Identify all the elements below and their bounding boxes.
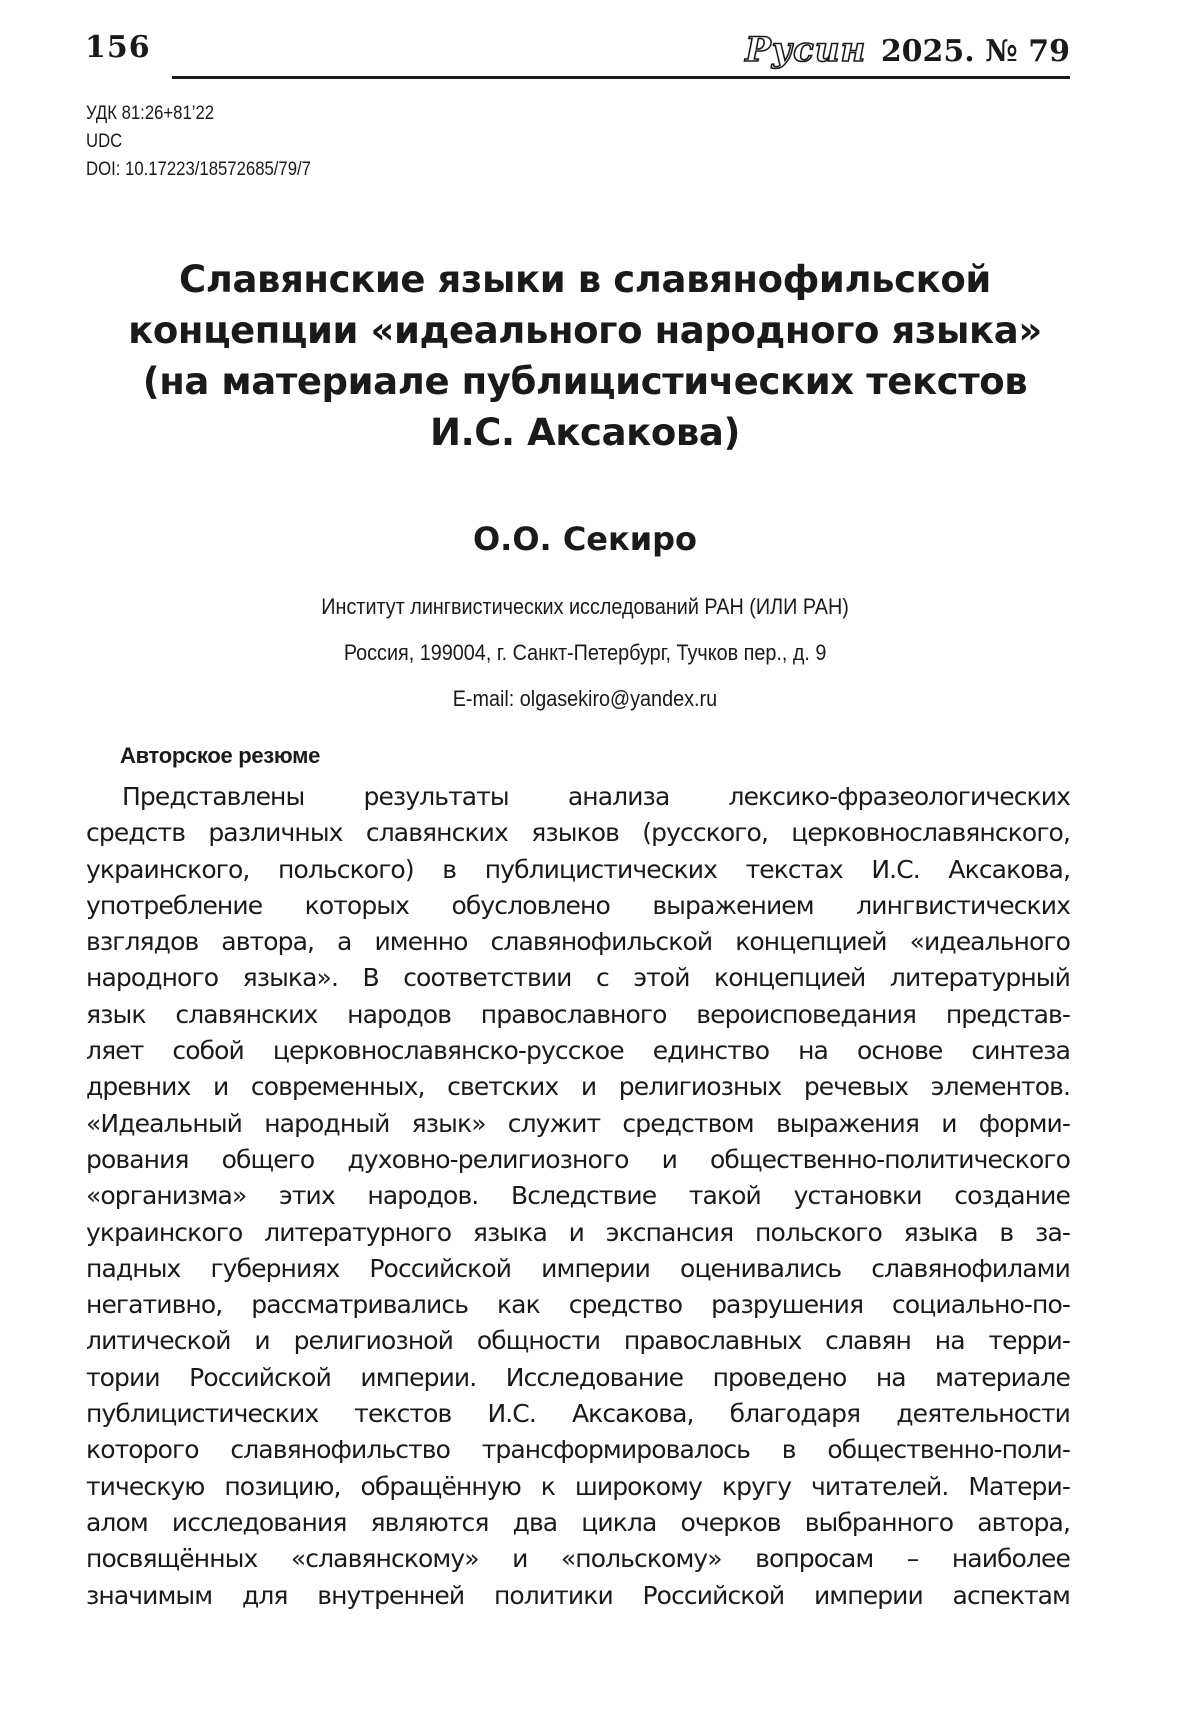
abstract-line: рования общего духовно-религиозного и общественно-политического — [86, 1144, 1070, 1174]
abstract-line: посвящённых «славянскому» и «польскому» вопросам – наиболее — [86, 1544, 1070, 1574]
abstract-line: взглядов автора, а именно славянофильской концепцией «идеального — [86, 927, 1070, 957]
affiliation-email: E-mail: olgasekiro@yandex.ru — [452, 686, 718, 711]
abstract-heading: Авторское резюме — [120, 743, 321, 768]
title-line: концепции «идеального народного языка» — [128, 309, 1042, 352]
affiliation-institute: Институт лингвистических исследований РАН (ИЛИ РАН) — [321, 594, 849, 619]
abstract-line: ляет собой церковнославянско-русское единство на основе синтеза — [86, 1036, 1070, 1066]
abstract-line: падных губерниях Российской империи оценивались славянофилами — [86, 1253, 1070, 1283]
journal-issue: 2025. № 79 — [880, 34, 1070, 69]
title-line: Славянские языки в славянофильской — [179, 258, 991, 301]
doi: DOI: 10.17223/18572685/79/7 — [86, 159, 311, 180]
udc-en: UDC — [86, 131, 123, 152]
abstract-line: украинского литературного языка и экспансия польского языка в за- — [86, 1217, 1070, 1247]
article-title — [90, 254, 1080, 458]
identifiers — [86, 100, 311, 184]
abstract-body — [86, 779, 1070, 1614]
abstract-line: тории Российской империи. Исследование проведено на материале — [86, 1362, 1070, 1392]
abstract-line: литической и религиозной общности православных славян на терри- — [86, 1326, 1070, 1356]
abstract-line: «Идеальный народный язык» служит средством выражения и форми- — [86, 1108, 1070, 1138]
running-header — [85, 28, 1070, 80]
abstract-line: «организма» этих народов. Вследствие такой установки создание — [86, 1181, 1070, 1211]
journal-title-block — [745, 30, 1070, 70]
title-line: И.С. Аксакова) — [430, 411, 740, 454]
abstract-line: Представлены результаты анализа лексико-фразеологических — [122, 782, 1070, 811]
abstract-line: употребление которых обусловлено выражением лингвистических — [86, 890, 1070, 920]
author-name: О.О. Секиро — [472, 520, 698, 558]
journal-name: Русин — [745, 30, 867, 70]
abstract-line: древних и современных, светских и религиозных речевых элементов. — [86, 1072, 1070, 1102]
abstract-line: негативно, рассматривались как средство разрушения социально-по- — [86, 1290, 1070, 1320]
header-rule — [172, 76, 1070, 79]
abstract-line: которого славянофильство трансформировалось в общественно-поли- — [86, 1435, 1070, 1465]
abstract-line: тическую позицию, обращённую к широкому кругу читателей. Матери- — [86, 1471, 1070, 1501]
affiliation-address: Россия, 199004, г. Санкт-Петербург, Тучков пер., д. 9 — [343, 640, 827, 665]
abstract-line: язык славянских народов православного вероисповедания представ- — [86, 999, 1070, 1029]
title-line: (на материале публицистических текстов — [142, 360, 1028, 403]
abstract-line: народного языка». В соответствии с этой концепцией литературный — [86, 963, 1070, 993]
page-number: 156 — [85, 30, 151, 65]
abstract-line: алом исследования являются два цикла очерков выбранного автора, — [86, 1507, 1070, 1537]
udc-ru: УДК 81:26+81’22 — [86, 103, 215, 124]
abstract-line: украинского, польского) в публицистических текстах И.С. Аксакова, — [86, 854, 1070, 884]
affiliation — [90, 584, 1080, 722]
abstract-line: средств различных славянских языков (русского, церковнославянского, — [86, 818, 1070, 848]
abstract-line: значимым для внутренней политики Российской империи аспектам — [86, 1580, 1070, 1610]
abstract-line: публицистических текстов И.С. Аксакова, благодаря деятельности — [86, 1399, 1070, 1429]
